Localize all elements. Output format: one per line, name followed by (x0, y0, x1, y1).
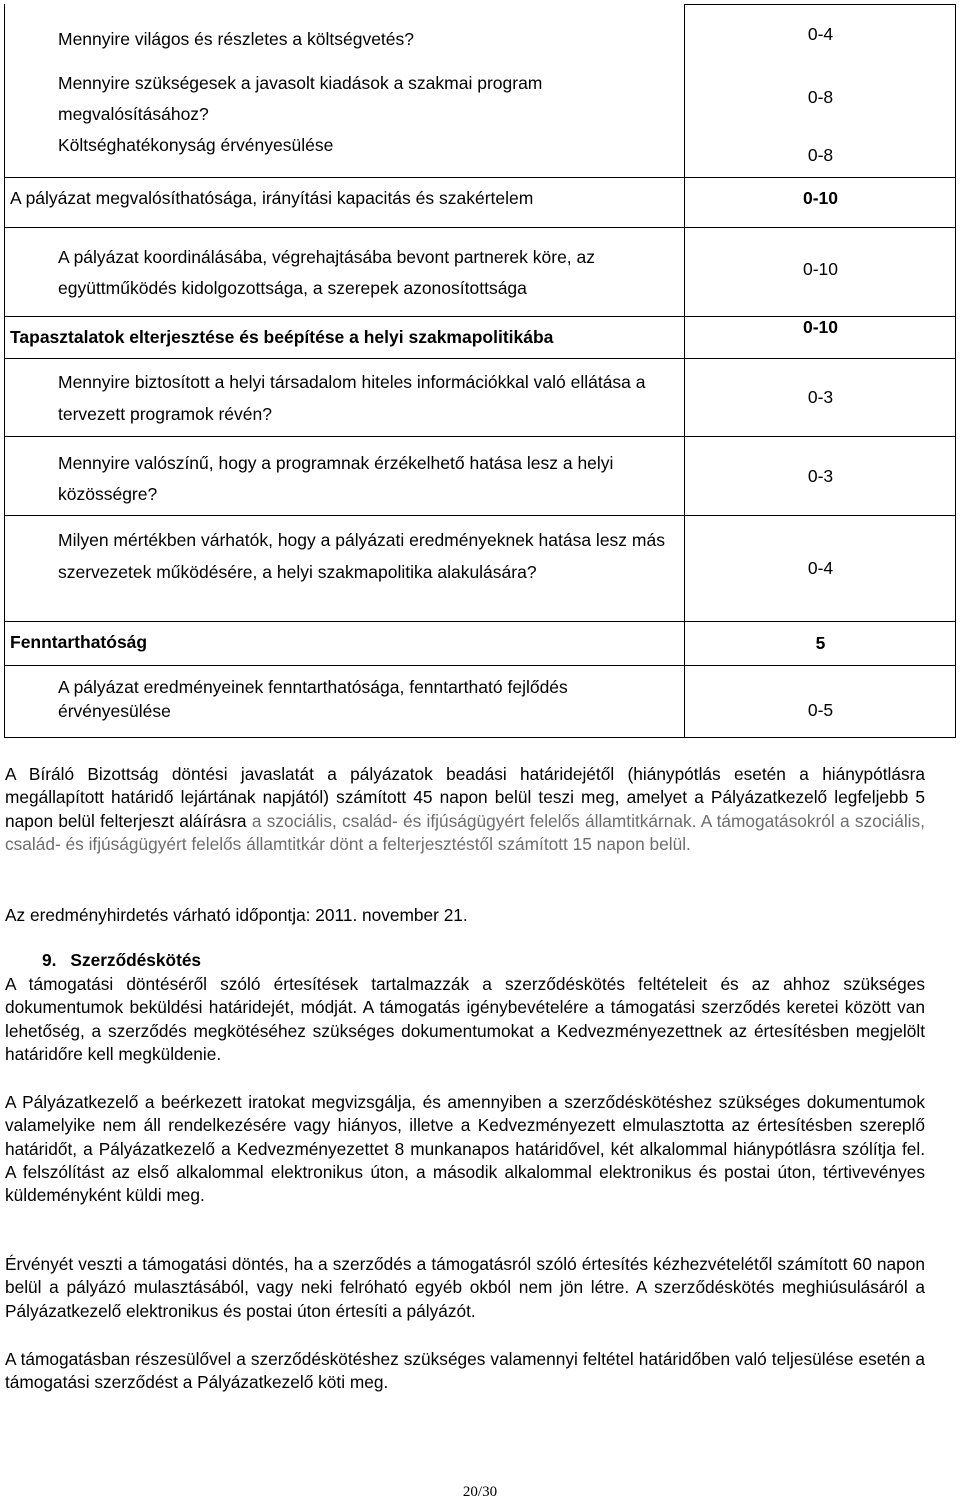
table-row-divider (4, 621, 956, 622)
table-row-criterion: Mennyire valószínű, hogy a programnak érzékelhető hatása lesz a helyi közösségre? (58, 453, 614, 504)
paragraph-decision-expiry: Érvényét veszti a támogatási döntés, ha a szerződés a támogatásról szóló értesítés kézhezvételétől számított 60 napon belül a pályázó mulasztásából, vagy neki felróható egyéb okból nem jön létre. A szerződéskötés meghiúsulásáról a Pályázatkezelő elektronikus és postai úton értesíti a pályázót. (5, 1254, 925, 1321)
table-row-score: 0-4 (807, 24, 834, 44)
table-row-criterion: Mennyire szükségesek a javasolt kiadások a szakmai program megvalósításához? (58, 73, 543, 124)
table-row-divider (4, 227, 956, 228)
table-row-score: 0-10 (802, 259, 839, 279)
paragraph-text-grey: a szociális, család- és ifjúságügyért felelős államtitkárnak. A támogatásokról a szociális, család- és ifjúságügyért felelős államtitkár dönt a felterjesztéstől számított 15 napon belül. (5, 810, 925, 854)
table-row-score: 0-8 (807, 87, 834, 107)
table-row-divider (4, 515, 956, 516)
table-row-criterion: Milyen mértékben várhatók, hogy a pályázati eredményeknek hatása lesz más szervezetek működésére, a helyi szakmapolitika alakulására? (58, 530, 665, 582)
table-row-criterion: A pályázat koordinálásába, végrehajtásába bevont partnerek köre, az együttműködés kidolgozottsága, a szerepek azonosítottsága (58, 247, 596, 298)
table-row-divider (4, 665, 956, 666)
table-row-score: 5 (815, 633, 826, 653)
paragraph-contract-signing: A támogatásban részesülővel a szerződéskötéshez szükséges valamennyi feltétel határidőben való teljesülése esetén a támogatási szerződést a Pályázatkezelő köti meg. (5, 1349, 925, 1393)
table-row-score: 0-4 (807, 558, 834, 578)
table-row-score: 0-8 (807, 145, 834, 165)
table-column-divider (684, 4, 685, 738)
section-heading (42, 950, 201, 971)
table-row-divider (4, 436, 956, 437)
paragraph-decision-process (5, 763, 925, 856)
table-row-criterion: Mennyire biztosított a helyi társadalom hiteles információkkal való ellátása a tervezett programok révén? (58, 372, 646, 424)
table-row-divider (4, 177, 956, 178)
table-row-criterion: Mennyire világos és részletes a költségvetés? (58, 29, 415, 49)
table-row-score: 0-10 (802, 188, 839, 208)
table-row-score: 0-5 (807, 700, 834, 720)
table-row-criterion: Tapasztalatok elterjesztése és beépítése a helyi szakmapolitikába (10, 327, 554, 347)
table-border (4, 4, 5, 738)
table-row-criterion: A pályázat megvalósíthatósága, irányítási kapacitás és szakértelem (10, 188, 534, 208)
table-row-criterion: Költséghatékonyság érvényesülése (58, 135, 334, 155)
page-number: 20/30 (462, 1484, 498, 1500)
scoring-table (4, 4, 956, 738)
paragraph-result-date: Az eredményhirdetés várható időpontja: 2011. november 21. (5, 905, 468, 925)
table-row-score: 0-10 (802, 317, 839, 337)
table-border (4, 737, 956, 738)
table-border (684, 4, 956, 5)
table-row-score: 0-3 (807, 387, 834, 407)
section-number: 9. (42, 950, 57, 970)
table-row-criterion: A pályázat eredményeinek fenntarthatósága, fenntartható fejlődés érvényesülése (58, 677, 568, 721)
table-row-criterion: Fenntarthatóság (10, 632, 148, 652)
table-row-divider (4, 358, 956, 359)
paragraph-contract-conditions: A támogatási döntéséről szóló értesítések tartalmazzák a szerződéskötés feltételeit és az ahhoz szükséges dokumentumok beküldési határidejét, módját. A támogatás igénybevételére a támogatási szerződés keretei között van lehetőség, a szerződés megkötéséhez szükséges dokumentumokat a Kedvezményezettnek az értesítésben megjelölt határidőre kell megküldenie. (5, 974, 925, 1064)
table-border (955, 4, 956, 738)
section-title: Szerződéskötés (70, 950, 202, 970)
paragraph-document-review: A Pályázatkezelő a beérkezett iratokat megvizsgálja, és amennyiben a szerződéskötéshez szükséges dokumentumok valamelyike nem áll rendelkezésére vagy hiányos, illetve a Kedvezményezett elmulasztotta az értesítésben szereplő határidőt, a Pályázatkezelő a Kedvezményezettet 8 munkanapos határidővel, két alkalommal hiánypótlásra szólítja fel. A felszólítást az első alkalommal elektronikus úton, a második alkalommal elektronikus és postai úton, tértivevényes küldeményként küldi meg. (5, 1092, 925, 1206)
table-row-score: 0-3 (807, 466, 834, 486)
paragraph-text: A Bíráló Bizottság döntési javaslatát a pályázatok beadási határidejétől (hiánypótlás esetén a hiánypótlásra megállapított határidő lejártának napjától) számított 45 napon belül teszi meg, amelyet a Pályázatkezelő legfeljebb 5 napon belül felterjeszt aláírásra (5, 764, 925, 831)
